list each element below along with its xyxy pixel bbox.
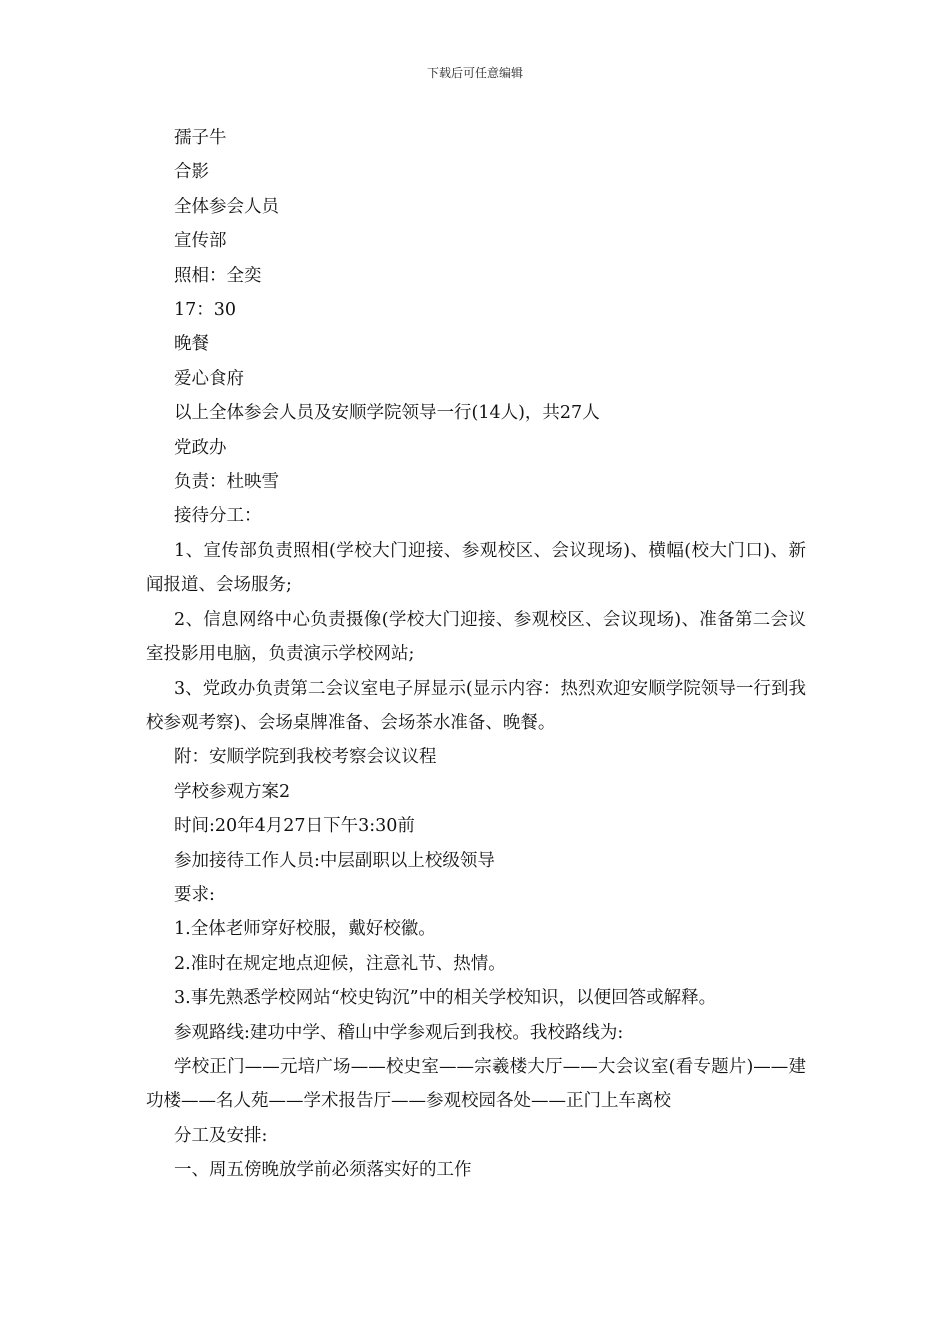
text-line: 接待分工：: [174, 506, 262, 527]
text-line: 爱心食府: [174, 368, 244, 389]
document-body: [146, 121, 806, 1188]
text-line: 1.全体老师穿好校服，戴好校徽。: [174, 919, 436, 940]
text-line: 时间:20年4月27日下午3:30前: [174, 816, 415, 837]
text-line: 2.准时在规定地点迎候，注意礼节、热情。: [174, 953, 506, 974]
text-line: 附：安顺学院到我校考察会议议程: [174, 747, 437, 768]
text-line: 宣传部: [174, 231, 227, 252]
text-line: 负责：杜映雪: [174, 472, 279, 493]
text-line: 合影: [174, 162, 209, 183]
text-line: 3.事先熟悉学校网站“校史钩沉”中的相关学校知识，以便回答或解释。: [174, 988, 717, 1009]
paragraph: 学校正门——元培广场——校史室——宗羲楼大厅——大会议室(看专题片)——建功楼——名人苑——学术报告厅——参观校园各处——正门上车离校: [146, 1056, 806, 1112]
text-line: 分工及安排:: [174, 1125, 268, 1146]
text-line: 党政办: [174, 437, 227, 458]
text-line: 参加接待工作人员:中层副职以上校级领导: [174, 850, 495, 871]
paragraph: 3、党政办负责第二会议室电子屏显示(显示内容：热烈欢迎安顺学院领导一行到我校参观考察)、会场桌牌准备、会场茶水准备、晚餐。: [146, 678, 806, 733]
text-line: 一、周五傍晚放学前必须落实好的工作: [174, 1160, 472, 1181]
text-line: 参观路线:建功中学、稽山中学参观后到我校。我校路线为:: [174, 1022, 624, 1043]
header-note: 下载后可任意编辑: [426, 66, 523, 80]
text-line: 全体参会人员: [174, 196, 279, 217]
text-line: 照相：全奕: [174, 265, 262, 286]
text-line: 晚餐: [174, 334, 209, 355]
text-line: 学校参观方案2: [174, 781, 291, 802]
text-line: 要求:: [174, 884, 215, 905]
text-line: 以上全体参会人员及安顺学院领导一行(14人)，共27人: [174, 403, 600, 424]
paragraph: 2、信息网络中心负责摄像(学校大门迎接、参观校区、会议现场)、准备第二会议室投影用电脑，负责演示学校网站;: [146, 609, 806, 665]
paragraph: 1、宣传部负责照相(学校大门迎接、参观校区、会议现场)、横幅(校大门口)、新闻报道、会场服务;: [146, 540, 806, 596]
text-line: 17：30: [174, 300, 237, 321]
text-line: 孺子牛: [174, 128, 227, 148]
